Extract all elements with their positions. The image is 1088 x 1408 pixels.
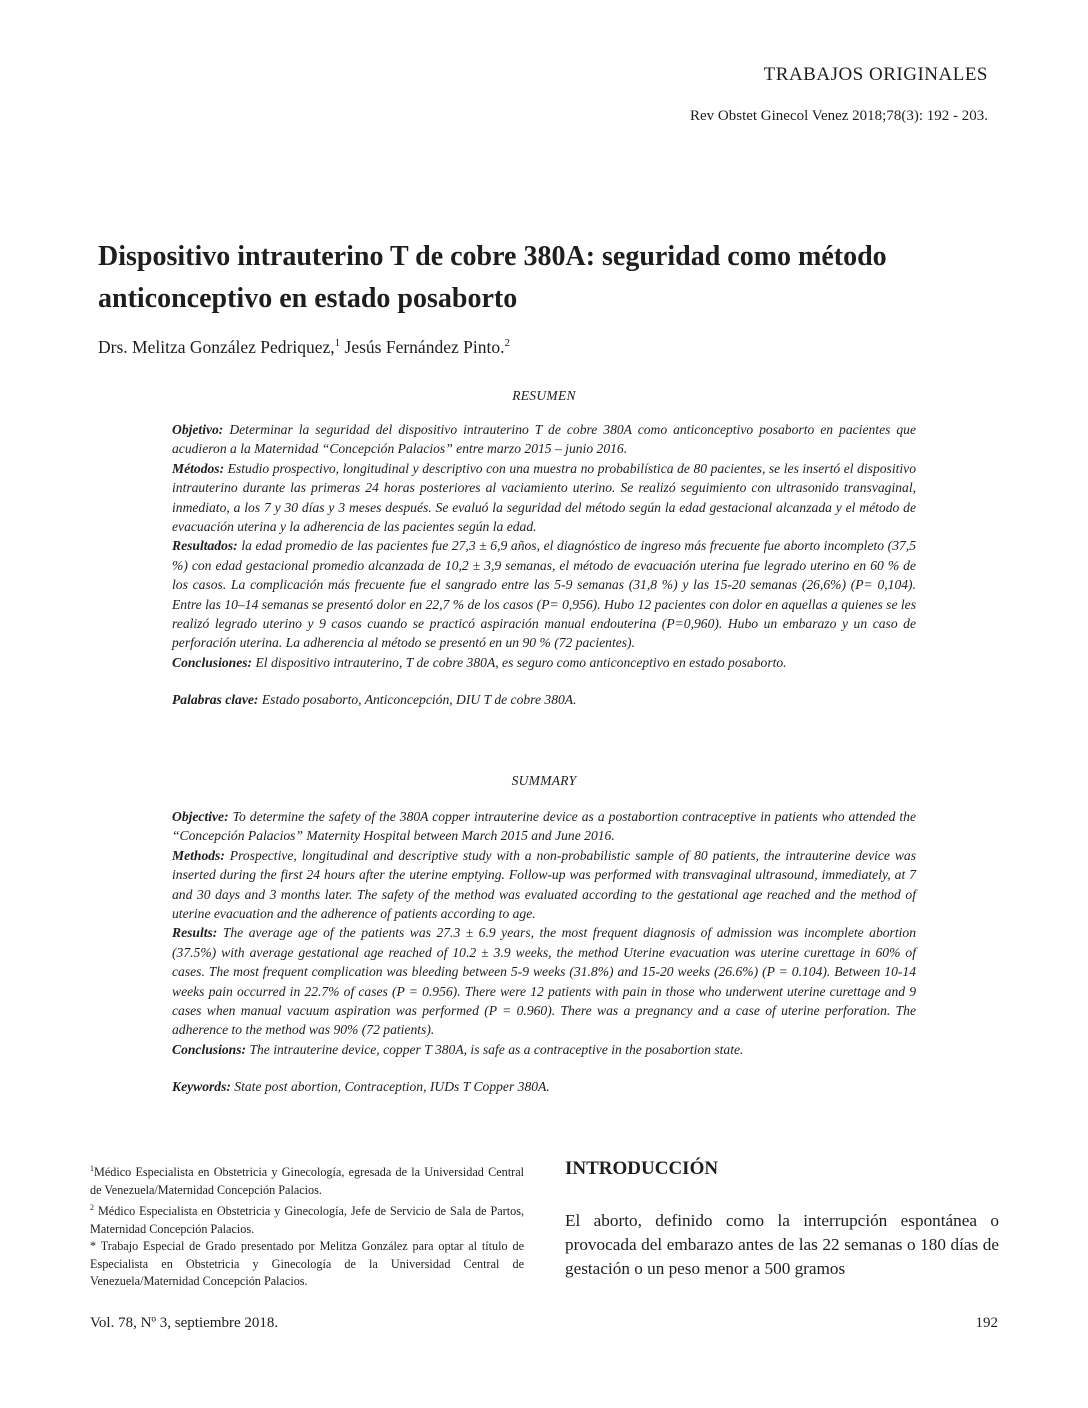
- author-1-affiliation: 1: [334, 337, 341, 350]
- footnotes: [90, 1160, 524, 1291]
- objective-label: Objective:: [172, 809, 229, 824]
- palabras-label: Palabras clave:: [172, 692, 259, 708]
- footnote-1-marker: 1: [90, 1164, 94, 1173]
- methods-label: Methods:: [172, 847, 225, 863]
- conclusiones-label: Conclusiones:: [172, 654, 253, 670]
- summary-heading: SUMMARY: [511, 773, 577, 788]
- objective-text: To determine the safety of the 380A copper intrauterine device as a postabortion contraceptive in patients who attended the “Concepción Palacios” Maternity Hospital between March 2015 and June 2016.: [172, 809, 916, 844]
- keywords-text: State post abortion, Contraception, IUDs T Copper 380A.: [230, 1079, 550, 1095]
- summary-results: [172, 923, 916, 1039]
- introduction-heading: INTRODUCCIÓN: [565, 1158, 719, 1179]
- methods-text: Prospective, longitudinal and descriptive study with a non-probabilistic sample of 80 patients, the intrauterine device was inserted during the first 24 hours after the uterine emptying. Follow-up was performed with transvaginal ultrasound, immediately, at 7 and 30 days and 3 months later. The safety of the method was evaluated according to the gestational age reached and the method of uterine evacuation and the adherence of patients according to age.: [172, 847, 916, 922]
- footer-volume: Vol. 78, Nº 3, septiembre 2018.: [90, 1315, 279, 1331]
- conclusions-text: The intrauterine device, copper T 380A, is safe as a contraceptive in the posabortion state.: [246, 1041, 744, 1057]
- palabras-text: Estado posaborto, Anticoncepción, DIU T de cobre 380A.: [258, 692, 577, 708]
- resumen-resultados: [172, 536, 916, 652]
- footnote-3: * Trabajo Especial de Grado presentado por Melitza González para optar al título de Especialista en Obstetricia y Ginecología de la Universidad Central de Venezuela/Maternidad Concepción Palacios.: [90, 1239, 524, 1289]
- metodos-label: Métodos:: [172, 460, 225, 476]
- author-1: Drs. Melitza González Pedriquez,: [98, 337, 335, 357]
- section-label: TRABAJOS ORIGINALES: [763, 64, 988, 85]
- footnote-1-text: Médico Especialista en Obstetricia y Ginecología, egresada de la Universidad Central de Venezuela/Maternidad Concepción Palacios.: [90, 1165, 524, 1197]
- author-2: Jesús Fernández Pinto.: [340, 337, 505, 357]
- resumen-heading: RESUMEN: [512, 388, 576, 403]
- objetivo-text: Determinar la seguridad del dispositivo intrauterino T de cobre 380A como anticonceptivo posaborto en pacientes que acudieron a la Maternidad “Concepción Palacios” entre marzo 2015 – junio 2016.: [172, 422, 916, 457]
- summary-body: [172, 807, 916, 1097]
- resumen-body: [172, 420, 916, 710]
- article-title: Dispositivo intrauterino T de cobre 380A: seguridad como método anticonceptivo en estado posaborto: [98, 241, 887, 314]
- resumen-objetivo: [172, 420, 916, 459]
- conclusions-label: Conclusions:: [172, 1041, 247, 1057]
- author-line: [98, 337, 510, 358]
- footnote-2-marker: 2: [90, 1203, 94, 1213]
- results-label: Results:: [172, 925, 218, 941]
- introduction-text: El aborto, definido como la interrupción espontánea o provocada del embarazo antes de las 22 semanas o 180 días de gestación o un peso menor a 500 gramos: [565, 1211, 999, 1278]
- results-text: The average age of the patients was 27.3 ± 6.9 years, the most frequent diagnosis of admission was incomplete abortion (37.5%) with average gestational age reached of 10.2 ± 3.9 weeks, the method Uterine evacuation was uterine curettage in 60% of cases. The most frequent complication was bleeding between 5-9 weeks (31.8%) and 15-20 weeks (26.6%) (P = 0.104). Between 10-14 weeks pain occurred in 22.7% of cases (P = 0.956). There were 12 patients with pain in those who underwent uterine curettage and 9 cases when manual vacuum aspiration was performed (P = 0.960). There was a pregnancy and a case of uterine perforation. The adherence to the method was 90% (72 patients).: [172, 925, 916, 1038]
- metodos-text: Estudio prospectivo, longitudinal y descriptivo con una muestra no probabilística de 80 pacientes, se les insertó el dispositivo intrauterino durante las primeras 24 horas posteriores al vaciamiento uterino. Se realizó seguimiento con ultrasonido transvaginal, inmediato, a los 7 y 30 días y 3 meses después. Se evaluó la seguridad del método según la edad gestacional alcanzada y el método de evacuación uterina y la adherencia de las pacientes según la edad.: [172, 460, 916, 535]
- summary-methods: [172, 846, 916, 924]
- footnote-2: [90, 1199, 524, 1238]
- resumen-metodos: [172, 459, 916, 537]
- resultados-label: Resultados:: [172, 538, 238, 554]
- keywords-label: Keywords:: [172, 1079, 231, 1095]
- journal-citation: Rev Obstet Ginecol Venez 2018;78(3): 192 - 203.: [689, 108, 988, 124]
- resumen-palabras-clave: [172, 690, 916, 709]
- conclusiones-text: El dispositivo intrauterino, T de cobre 380A, es seguro como anticonceptivo en estado posaborto.: [252, 654, 787, 670]
- footnote-2-text: Médico Especialista en Obstetricia y Ginecología, Jefe de Servicio de Sala de Partos, Maternidad Concepción Palacios.: [90, 1204, 524, 1236]
- page-number: 192: [975, 1315, 998, 1331]
- objetivo-label: Objetivo:: [172, 422, 224, 437]
- summary-keywords: [172, 1077, 916, 1096]
- summary-objective: [172, 807, 916, 846]
- author-2-affiliation: 2: [504, 337, 510, 350]
- summary-conclusions: [172, 1040, 916, 1059]
- resumen-conclusiones: [172, 653, 916, 672]
- resultados-text: la edad promedio de las pacientes fue 27,3 ± 6,9 años, el diagnóstico de ingreso más frecuente fue aborto incompleto (37,5 %) con edad gestacional promedio alcanzada de 10,2 ± 3,9 semanas, el método de evacuación uterina fue legrado uterino en 60 % de los casos. La complicación más frecuente fue el sangrado entre las 5-9 semanas (31,8 %) y las 15-20 semanas (26,6%) (P= 0,104). Entre las 10–14 semanas se presentó dolor en 22,7 % de los casos (P= 0,956). Hubo 12 pacientes con dolor en aquellas a quienes se les realizó legrado uterino y 9 casos cuando se practicó aspiración manual endouterina (P=0,960). Hubo un embarazo y un caso de perforación uterina. La adherencia al método se presentó en un 90 % (72 pacientes).: [172, 538, 916, 651]
- footnote-1: [90, 1160, 524, 1199]
